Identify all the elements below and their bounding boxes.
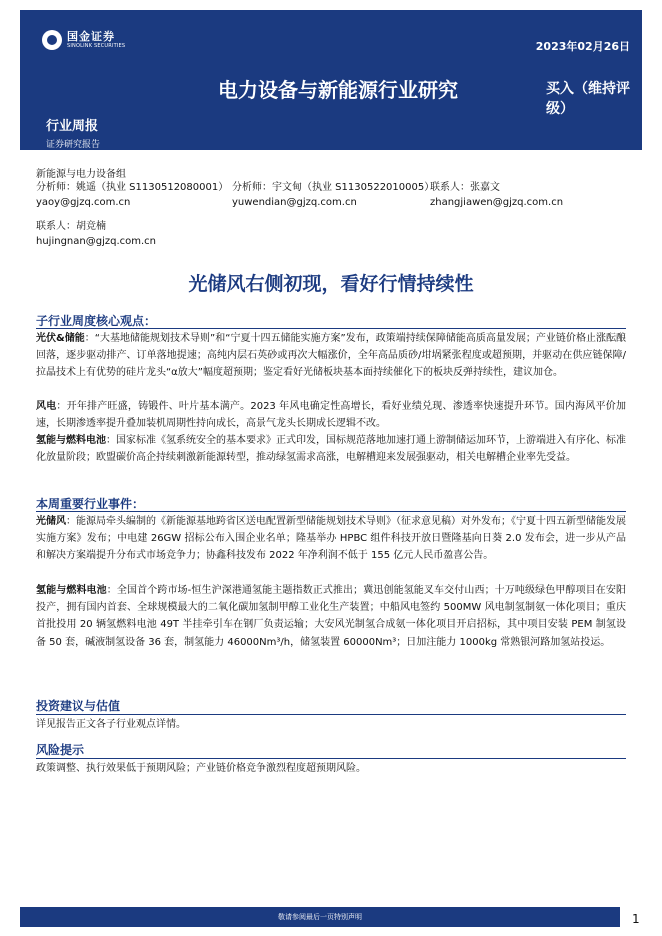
- logo-name-en: SINOLINK SECURITIES: [67, 43, 126, 49]
- contact-block: [36, 219, 156, 249]
- section-divider: [36, 328, 626, 329]
- item-label: 光储风: [36, 516, 66, 527]
- risk-heading: 风险提示: [36, 743, 85, 757]
- report-header: [20, 10, 642, 150]
- item-label: 氢能与燃料电池: [36, 435, 106, 446]
- contact-role: 联系人：胡竞楠: [36, 221, 106, 232]
- footer-disclaimer: 敬请参阅最后一页特别声明: [20, 907, 620, 927]
- event-solar-storage-wind: [36, 513, 626, 565]
- item-label: 风电: [36, 401, 57, 412]
- analyst-role: 分析师：宇文甸（执业 S1130522010005）: [232, 182, 435, 193]
- investment-heading: 投资建议与估值: [36, 699, 121, 713]
- contact-block: [430, 180, 563, 210]
- report-title: 电力设备与新能源行业研究: [218, 78, 458, 102]
- section-divider: [36, 511, 626, 512]
- events-heading: 本周重要行业事件：: [36, 497, 145, 511]
- item-label: 光伏&储能: [36, 333, 85, 344]
- main-title: 光储风右侧初现，看好行情持续性: [188, 273, 474, 295]
- contact-role: 联系人：张嘉文: [430, 182, 500, 193]
- analyst-role: 分析师：姚遥（执业 S1130512080001）: [36, 182, 229, 193]
- item-text: ：开年排产旺盛，铸锻件、叶片基本满产。2023 年风电确定性高增长，看好业绩兑现、渗透率快速提升环节。国内海风平价加速，长期渗透率提升叠加装机周期性持向成长，高景气龙头长期成长逻辑不改。: [36, 401, 626, 430]
- team-name: 新能源与电力设备组: [36, 169, 126, 180]
- logo-icon: [42, 30, 62, 50]
- core-views-heading: 子行业周度核心观点：: [36, 314, 157, 328]
- section-divider: [36, 758, 626, 759]
- report-subtitle: 证券研究报告: [46, 140, 101, 150]
- investment-text: 详见报告正文各子行业观点详情。: [36, 719, 186, 730]
- section-divider: [36, 714, 626, 715]
- logo-name-cn: 国金证券: [67, 30, 115, 43]
- core-view-hydrogen: [36, 432, 626, 466]
- item-text: ：全国首个跨市场-恒生沪深港通氢能主题指数正式推出；冀迅创能氢能叉车交付山西；十万吨级绿色甲醇项目在安阳投产，拥有国内首套、全球规模最大的二氧化碳加氢制甲醇工业化生产装置；中船风电签约 500MW 风电制氢制氨一体化项目；重庆首批投用 20 辆氢燃料电池 49T 半挂牵引车在钢厂负责运输；大安风光制氢合成氨一体化项目开启招标，其中项目安装 PEM 制氢设备 50 套，碱液制氢设备 36 套，制氢能力 46000Nm³/h，储氢装置 60000Nm³；日加注能力 1000kg 常熟银河路加氢站投运。: [36, 585, 627, 648]
- core-view-wind: [36, 398, 626, 432]
- analyst-email[interactable]: yaoy@gjzq.com.cn: [36, 197, 131, 208]
- core-view-solar-storage: [36, 330, 626, 382]
- item-text: ：能源局牵头编制的《新能源基地跨省区送电配置新型储能规划技术导则》（征求意见稿）对外发布；《宁夏十四五新型储能发展实施方案》发布；中电建 26GW 招标公布入围企业名单；隆基举办 HPBC 组件科技开放日暨隆基向日葵 2.0 发布会，进一步从产品和解决方案端提升分布式市场竞争力；协鑫科技发布 2022 年净利润不低于 155 亿元人民币盈喜公告。: [36, 516, 626, 562]
- item-text: ：国家标准《氢系统安全的基本要求》正式印发，国标规范落地加速打通上游制储运加环节，上游端进入有序化、标准化放量阶段；欧盟碳价高企持续刺激新能源转型，推动绿氢需求高涨，电解槽迎来发展强驱动，相关电解槽企业率先受益。: [36, 435, 626, 464]
- page-number: 1: [632, 912, 640, 926]
- analyst-block: [232, 180, 434, 210]
- analyst-block: [36, 180, 228, 210]
- report-type: 行业周报: [46, 119, 99, 134]
- item-label: 氢能与燃料电池: [36, 585, 107, 596]
- contact-email[interactable]: hujingnan@gjzq.com.cn: [36, 236, 156, 247]
- risk-text: 政策调整、执行效果低于预期风险；产业链价格竞争激烈程度超预期风险。: [36, 763, 366, 774]
- event-hydrogen: [36, 582, 626, 651]
- brand-logo: [42, 30, 125, 50]
- contact-email[interactable]: zhangjiawen@gjzq.com.cn: [430, 197, 564, 208]
- rating-badge: 买入（维持评级）: [546, 81, 630, 117]
- analyst-email[interactable]: yuwendian@gjzq.com.cn: [232, 197, 357, 208]
- report-date: 2023年02月26日: [535, 40, 630, 53]
- item-text: ：“大基地储能规划技术导则”和“宁夏十四五储能实施方案”发布，政策端持续保障储能高质高量发展；产业链价格止涨酝酿回落，逐步驱动排产、订单落地提速；高纯内层石英砂或再次大幅涨价，全年高品质砂/坩埚紧张程度或超预期，并驱动在供应链保障/拉晶技术上有优势的硅片龙头“α放大”幅度超预期；鉴定看好光储板块基本面持续催化下的板块反弹持续性，建议加仓。: [36, 333, 626, 379]
